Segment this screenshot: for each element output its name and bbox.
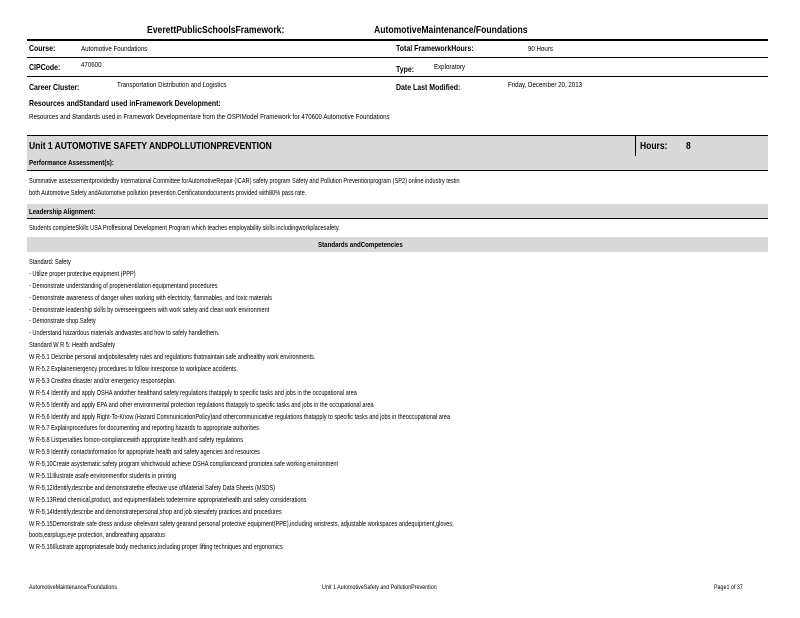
list-item: W R-5.12Identify,describe and demonstratethe effective use ofMaterial Safety Data Sheets (MSDS) [29,482,275,492]
career-cluster-label: Career Cluster: [29,82,80,92]
list-item: W R-5.7 Explainprocedures for documenting and reporting hazards to appropriate authorities [29,423,259,433]
list-item: W R-5.3 Createa disaster and/or emergency responseplan. [29,375,176,385]
leadership-band [27,204,768,218]
list-item: boots,earplugs,eye protection, andbreathing apparatus [29,530,165,540]
list-item: W R-5.10Create asystematic safety program whichwould achieve OSHA complianceand promotea safe working environment [29,459,339,469]
footer-unit: Unit 1 AutomotiveSafety and PollutionPrevention [322,584,437,591]
list-item: W R-5.14Identify,describe and demonstratepersonal,shop and job sitesafety practices and procedures [29,506,282,516]
unit-hours-label: Hours: [640,141,668,152]
unit-hours-value: 8 [686,141,691,152]
unit-title: Unit 1 AUTOMOTIVE SAFETY ANDPOLLUTIONPREVENTION [29,141,272,152]
list-item: W R-5.8 Listpenalties fornon-compliancewith appropriate health and safety regulations [29,435,244,445]
list-item: - Demonstrate awareness of danger when working with electricity, flammables, and toxic materials [29,292,272,302]
document-title-right: AutomotiveMaintenance/Foundations [374,24,528,36]
row-divider [27,76,768,77]
type-label: Type: [396,64,415,74]
list-item: W R-5.2 Explainemergency procedures to follow inresponse to workplace accidents. [29,364,238,374]
row-divider [27,57,768,58]
date-modified-value: Friday, December 20, 2013 [508,80,583,89]
cip-code-label: CIPCode: [29,62,61,72]
resources-value: Resources and Standards used in Framework Developmentare from the OSPIModel Framework for 470600 Automotive Foundations [29,112,390,121]
list-item: W R-5.16Illustrate appropriatesafe body mechanics,including proper lifting techniques and ergonomics [29,542,283,552]
list-item: - Understand hazardous materials andwastes and how to safely handlethem. [29,328,220,338]
list-item: Standard W R 5: Health andSafety [29,340,116,350]
career-cluster-value: Transportation Distribution and Logistics [117,80,227,89]
total-hours-value: 90 Hours [528,44,553,53]
row-divider [27,218,768,219]
row-divider [27,170,768,171]
list-item: - Utilize proper protective equipment (PPP) [29,268,136,278]
list-item: - Demonstrate leadership skills by overseeingpeers with work safety and clean work environment [29,304,270,314]
leadership-text: Students completeSkills USA Proffesional Development Program which teaches employability skills includingworkplacesafety. [29,223,340,232]
type-value: Exploratory [434,62,466,71]
standards-heading: Standards andCompetencies [318,240,403,249]
list-item: - Demonstrate shop Safety [29,316,96,326]
list-item: W R-5.6 Identify and apply Right-To-Know (Hazard CommunicationPolicy)and othercommunicative regulations thatapply to specific tasks and jobs in theoccupational area [29,411,451,421]
resources-label: Resources andStandard used inFramework Development: [29,98,221,108]
performance-text: both Automotive Safety andAutomotive pollution prevention.Certificationdocuments provided with80% pass rate. [29,188,307,197]
footer-course: AutomotiveMaintenance/Foundations [29,584,118,591]
list-item: Standard: Safety [29,257,71,266]
performance-band [27,156,768,170]
list-item: W R-5.1 Describe personal andjobsitesafety rules and regulations thatmaintain safe andhealthy work environments. [29,352,316,362]
list-item: W R-5.4 Identify and apply OSHA andother healthand safety regulations thatapply to specific tasks and jobs in the occupational area [29,387,357,397]
list-item: W R-5.9 Identify contactinformation for appropriate health and safety agencies and resources [29,447,260,457]
title-divider [27,39,768,41]
course-label: Course: [29,43,56,53]
cip-code-value: 470600 [81,60,102,69]
page-number: Page1 of 37 [714,584,743,591]
list-item: W R-5.11Illustrate asafe environmentfor students in printing [29,471,177,481]
date-modified-label: Date Last Modified: [396,82,461,92]
list-item: W R-5.5 Identify and apply EPA and other environmental protection regulations thatapply to specific tasks and jobs in the occupational area [29,399,374,409]
row-divider [27,135,768,136]
performance-label: Performance Assessment(s): [29,158,114,167]
list-item: W R-5.15Demonstrate safe dress anduse ofrelevant safety gearand personal protective equipment(PPE),including wristrests, adjustable workspaces andequipment,gloves, [29,518,454,528]
total-hours-label: Total FrameworkHours: [396,43,474,53]
list-item: - Demonstrate understanding of properventilation equipmentand procedures [29,280,218,290]
list-item: W R-5.13Read chemical,product, and equipmentlabels todetermine appropriatehealth and safety considerations [29,494,307,504]
course-value: Automotive Foundations [81,44,148,53]
performance-text: Summative assessementprovidedby International Committee forAutomotiveRepair (ICAR) safety program Safety and Pollution Preventionprogram (SP2) online industry testin [29,176,460,185]
competency-list [29,256,574,553]
document-title-left: EverettPublicSchoolsFramework: [147,24,285,36]
leadership-label: Leadership Alignment: [29,207,96,216]
